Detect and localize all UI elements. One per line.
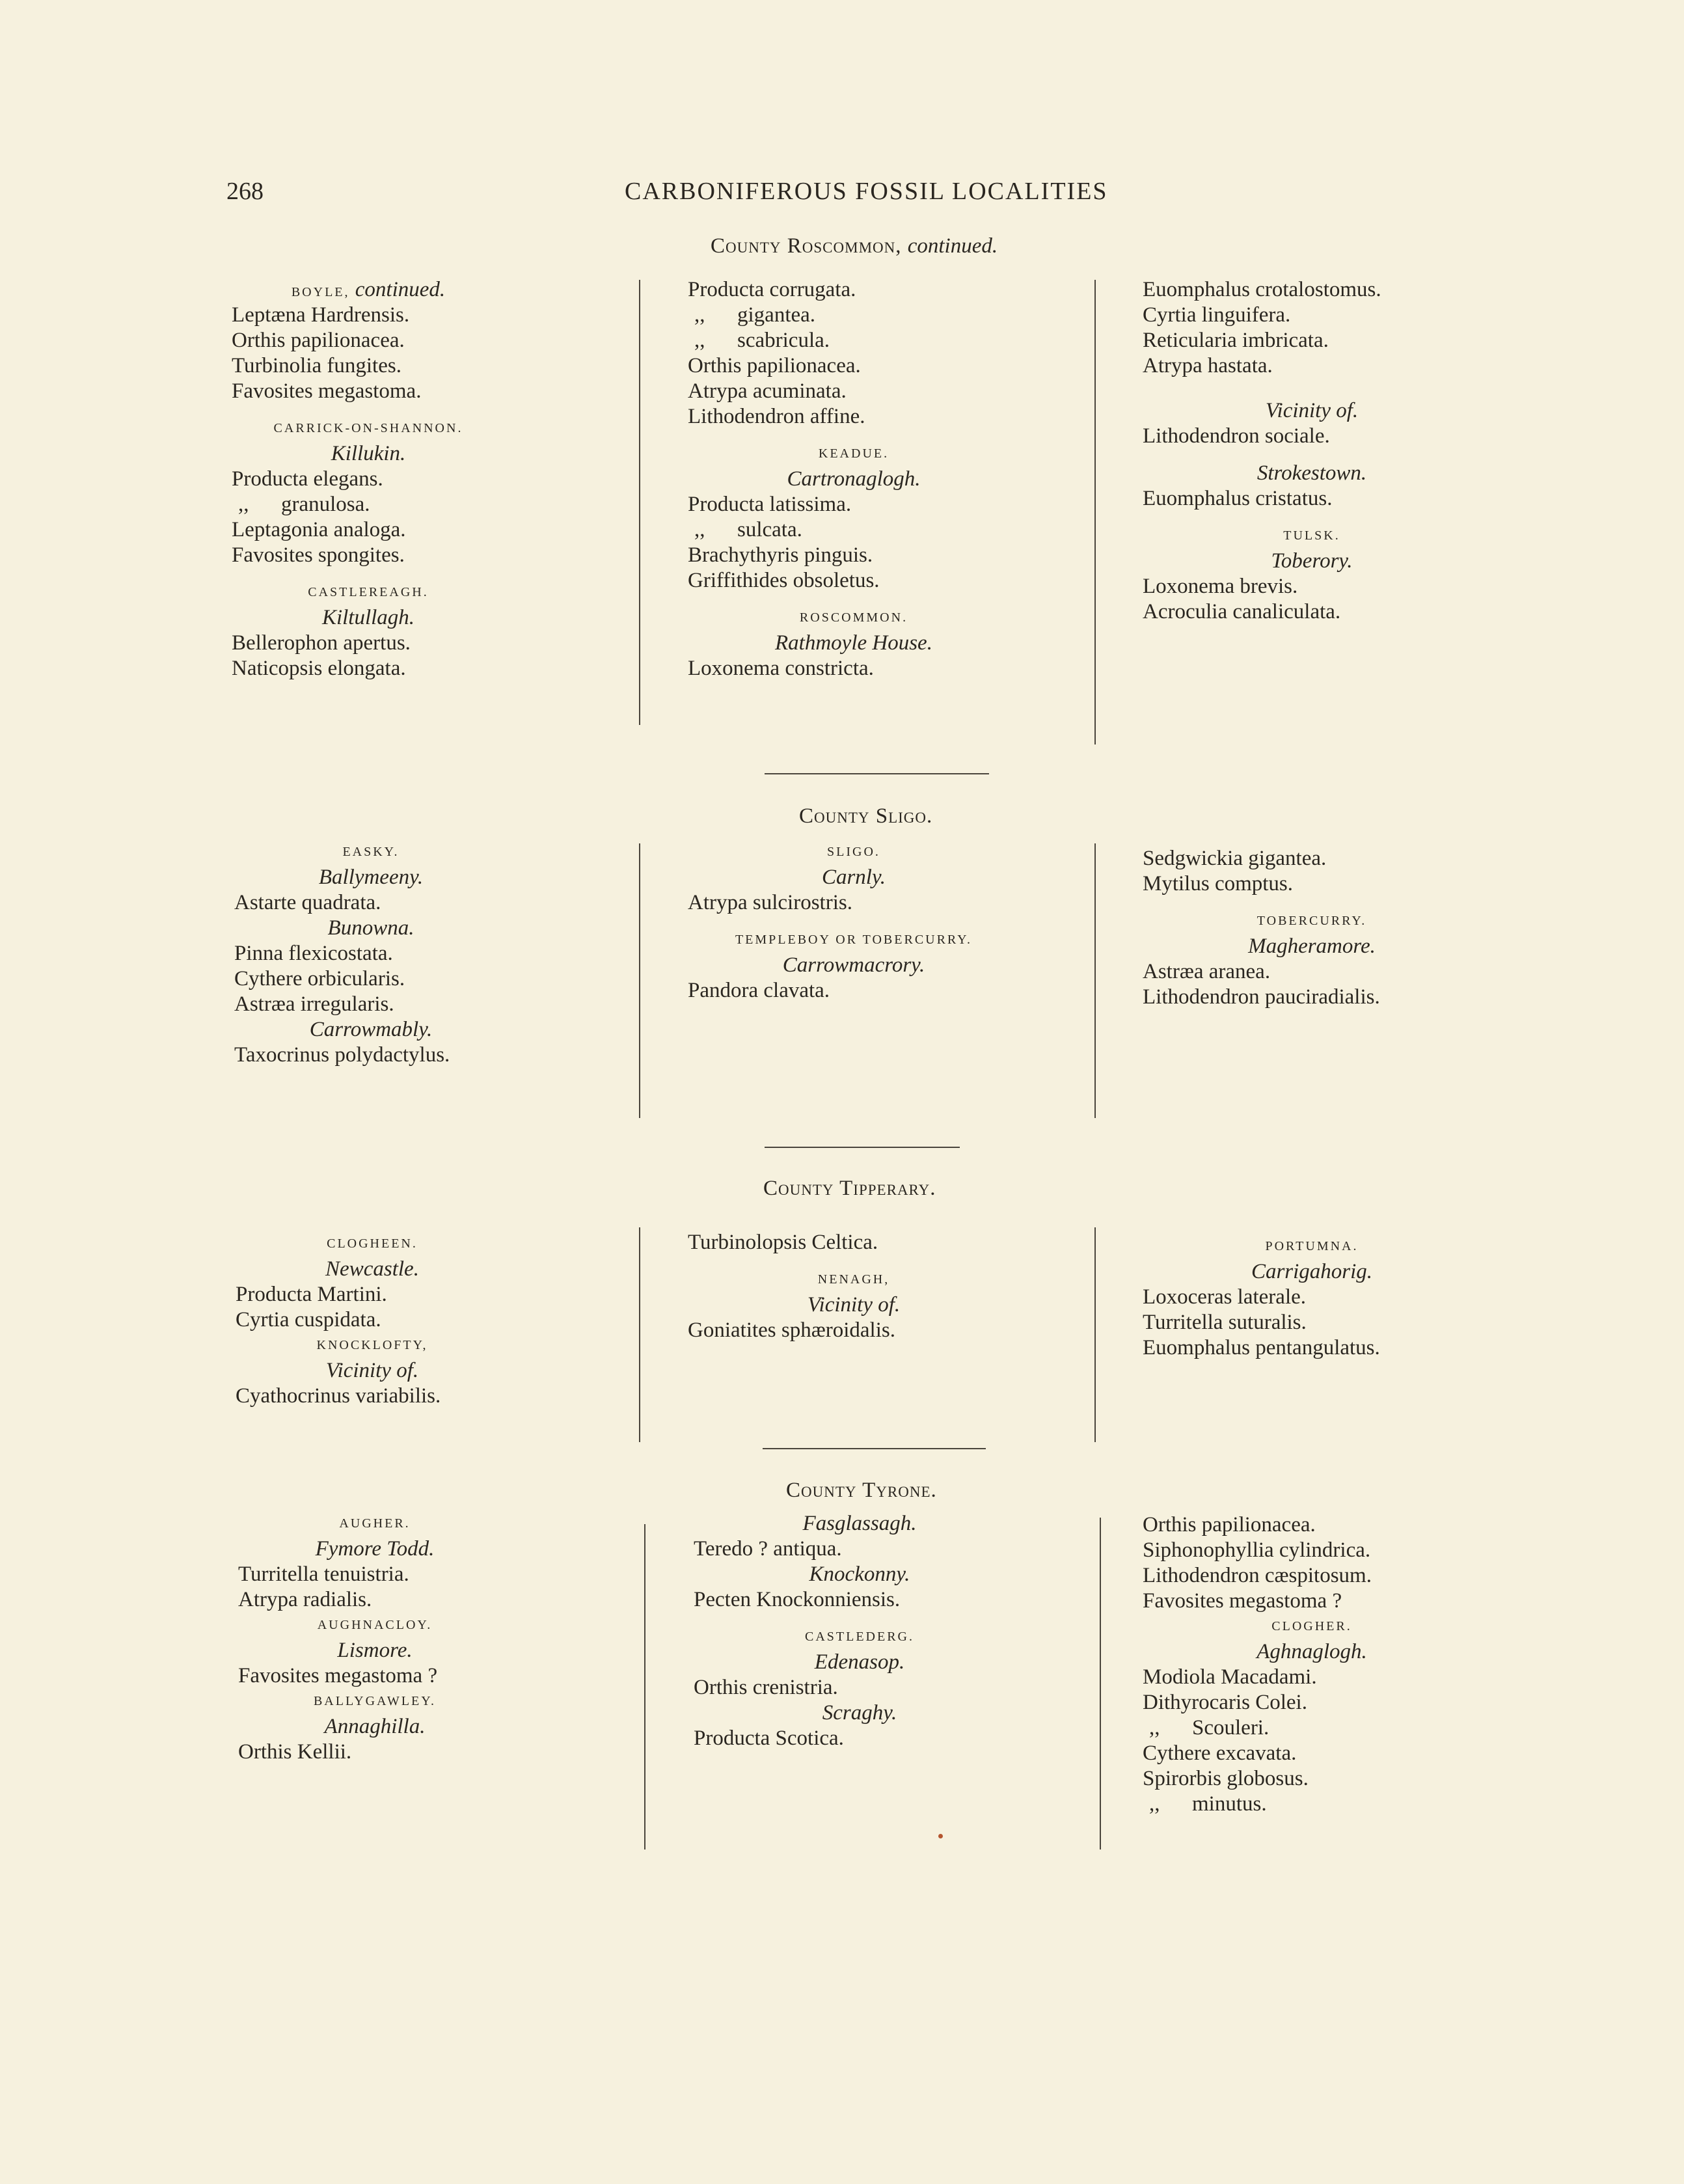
spacer bbox=[1143, 379, 1481, 398]
species-entry: Favosites megastoma ? bbox=[1143, 1589, 1342, 1613]
sublocality-name: Edenasop. bbox=[814, 1650, 905, 1674]
section-tyrone-column-1 bbox=[238, 1511, 511, 1765]
species-entry bbox=[232, 492, 505, 517]
spacer bbox=[688, 1255, 1020, 1267]
sublocality-name: Carnly. bbox=[821, 866, 886, 889]
species-entry bbox=[1143, 1792, 1481, 1817]
species-entry: Pecten Knockonniensis. bbox=[694, 1588, 901, 1611]
spacer bbox=[232, 404, 505, 416]
species-entry: Producta Martini. bbox=[236, 1283, 387, 1306]
species-entry: Favosites megastoma. bbox=[232, 379, 422, 403]
species-entry: Modiola Macadami. bbox=[1143, 1665, 1317, 1689]
sublocality-name: Carrigahorig. bbox=[1251, 1260, 1373, 1283]
species-name: minutus. bbox=[1192, 1792, 1267, 1816]
column-rule bbox=[1094, 280, 1096, 744]
species-entry: Cyathocrinus variabilis. bbox=[236, 1384, 441, 1408]
species-entry: Siphonophyllia cylindrica. bbox=[1143, 1538, 1371, 1562]
running-head: CARBONIFEROUS FOSSIL LOCALITIES bbox=[625, 178, 1108, 205]
section-roscommon-column-3 bbox=[1143, 277, 1481, 625]
species-entry: Atrypa acuminata. bbox=[688, 379, 847, 403]
species-entry: Orthis Kellii. bbox=[238, 1740, 352, 1764]
locality-heading bbox=[1143, 1234, 1481, 1259]
locality-name: AUGHER. bbox=[339, 1516, 411, 1531]
species-entry: Sedgwickia gigantea. bbox=[1143, 847, 1327, 870]
species-entry: Orthis crenistria. bbox=[694, 1676, 838, 1699]
species-entry: Lithodendron sociale. bbox=[1143, 424, 1330, 448]
column-rule bbox=[639, 1227, 640, 1442]
species-entry: Leptagonia analoga. bbox=[232, 518, 406, 541]
species-entry: Brachythyris pinguis. bbox=[688, 543, 873, 567]
locality-heading bbox=[238, 1613, 511, 1638]
species-entry: Cythere orbicularis. bbox=[234, 967, 405, 990]
species-entry: Astarte quadrata. bbox=[234, 891, 381, 914]
species-entry: Mytilus comptus. bbox=[1143, 872, 1294, 895]
section-tipperary-column-2 bbox=[688, 1230, 1020, 1343]
species-entry: Producta elegans. bbox=[232, 467, 383, 491]
species-entry: Bellerophon apertus. bbox=[232, 631, 411, 655]
species-entry: Pandora clavata. bbox=[688, 979, 830, 1002]
section-tyrone-column-2 bbox=[694, 1511, 1025, 1751]
locality-heading bbox=[688, 605, 1020, 631]
species-entry: Favosites megastoma ? bbox=[238, 1664, 438, 1687]
sublocality-name: Rathmoyle House. bbox=[775, 631, 932, 655]
locality-name: TEMPLEBOY OR TOBERCURRY. bbox=[735, 933, 973, 947]
species-entry: Euomphalus crotalostomus. bbox=[1143, 278, 1381, 301]
section-divider bbox=[765, 773, 989, 774]
locality-heading bbox=[238, 1689, 511, 1714]
locality-heading bbox=[694, 1624, 1025, 1650]
species-entry: Goniatites sphæroidalis. bbox=[688, 1318, 895, 1342]
sublocality-name: Magheramore. bbox=[1248, 935, 1376, 958]
sublocality-name: Fymore Todd. bbox=[315, 1537, 435, 1561]
locality-name: KNOCKLOFTY, bbox=[316, 1338, 428, 1352]
section-divider bbox=[765, 1147, 960, 1148]
sublocality-name: Scraghy. bbox=[822, 1701, 897, 1725]
section-roscommon-column-1 bbox=[232, 277, 505, 681]
species-name: Scouleri. bbox=[1192, 1716, 1270, 1740]
species-entry: Turritella suturalis. bbox=[1143, 1311, 1307, 1334]
ditto-mark: ,, bbox=[238, 493, 249, 516]
sublocality-name: Newcastle. bbox=[325, 1257, 419, 1281]
species-entry: Lithodendron cæspitosum. bbox=[1143, 1564, 1372, 1587]
column-rule bbox=[644, 1524, 645, 1850]
column-rule bbox=[1094, 843, 1096, 1118]
locality-heading bbox=[1143, 523, 1481, 549]
species-name: granulosa. bbox=[281, 493, 370, 516]
sublocality-name: Bunowna. bbox=[327, 916, 414, 940]
locality-heading bbox=[232, 277, 505, 303]
species-entry: Turbinolopsis Celtica. bbox=[688, 1231, 878, 1254]
ditto-mark: ,, bbox=[1149, 1792, 1160, 1816]
sublocality-name: Vicinity of. bbox=[1265, 399, 1359, 422]
county-heading-tipperary: County Tipperary. bbox=[763, 1177, 936, 1200]
species-entry: Teredo ? antiqua. bbox=[694, 1537, 842, 1561]
species-entry: Favosites spongites. bbox=[232, 543, 405, 567]
species-entry bbox=[1143, 1715, 1481, 1741]
species-entry: Griffithides obsoletus. bbox=[688, 569, 880, 592]
species-entry bbox=[688, 328, 1020, 353]
locality-heading bbox=[232, 416, 505, 441]
species-entry: Atrypa sulcirostris. bbox=[688, 891, 852, 914]
species-entry: Atrypa radialis. bbox=[238, 1588, 372, 1611]
sublocality-name: Killukin. bbox=[331, 442, 406, 465]
section-sligo-column-2 bbox=[688, 839, 1020, 1003]
species-entry: Loxonema constricta. bbox=[688, 657, 874, 680]
column-rule bbox=[639, 843, 640, 1118]
sublocality-name: Annaghilla. bbox=[324, 1715, 426, 1738]
sublocality-name: Vicinity of. bbox=[325, 1359, 419, 1382]
sublocality-name: Cartronaglogh. bbox=[787, 467, 921, 491]
ditto-mark: ,, bbox=[1149, 1716, 1160, 1740]
species-entry bbox=[688, 517, 1020, 543]
sublocality-name: Aghnaglogh. bbox=[1256, 1640, 1367, 1663]
locality-name: CARRICK-ON-SHANNON. bbox=[273, 421, 463, 435]
species-entry: Orthis papilionacea. bbox=[1143, 1513, 1316, 1536]
locality-heading bbox=[1143, 1614, 1481, 1639]
locality-name: BALLYGAWLEY. bbox=[313, 1694, 437, 1708]
species-entry: Producta latissima. bbox=[688, 493, 852, 516]
locality-heading bbox=[234, 839, 508, 865]
locality-heading bbox=[236, 1231, 509, 1257]
ink-speck bbox=[938, 1834, 943, 1838]
species-entry: Pinna flexicostata. bbox=[234, 942, 393, 965]
section-tipperary-column-1 bbox=[236, 1231, 509, 1409]
species-name: scabricula. bbox=[737, 329, 830, 352]
locality-heading bbox=[688, 839, 1020, 865]
section-roscommon-column-2 bbox=[688, 277, 1020, 681]
sublocality-name: Carrowmacrory. bbox=[782, 953, 925, 977]
species-entry: Dithyrocaris Colei. bbox=[1143, 1691, 1307, 1714]
locality-heading bbox=[232, 580, 505, 605]
locality-heading bbox=[238, 1511, 511, 1536]
species-entry: Spirorbis globosus. bbox=[1143, 1767, 1309, 1790]
species-entry: Cythere excavata. bbox=[1143, 1741, 1297, 1765]
species-entry: Naticopsis elongata. bbox=[232, 657, 406, 680]
species-name: sulcata. bbox=[737, 518, 802, 541]
species-entry: Reticularia imbricata. bbox=[1143, 329, 1329, 352]
sublocality-name: Lismore. bbox=[337, 1639, 413, 1662]
spacer bbox=[688, 916, 1020, 927]
species-name: gigantea. bbox=[737, 303, 816, 327]
sublocality-name: Kiltullagh. bbox=[321, 606, 415, 629]
species-entry: Orthis papilionacea. bbox=[688, 354, 861, 377]
section-sligo-column-1 bbox=[234, 839, 508, 1068]
locality-name: KEADUE. bbox=[818, 446, 890, 461]
locality-name: AUGHNACLOY. bbox=[317, 1618, 433, 1632]
species-entry: Cyrtia cuspidata. bbox=[236, 1308, 381, 1331]
species-entry: Acroculia canaliculata. bbox=[1143, 600, 1341, 623]
locality-name: PORTUMNA. bbox=[1265, 1239, 1359, 1253]
locality-name: CLOGHER. bbox=[1271, 1619, 1352, 1633]
spacer bbox=[688, 594, 1020, 605]
species-entry: Turritella tenuistria. bbox=[238, 1563, 409, 1586]
section-sligo-column-3 bbox=[1143, 846, 1481, 1010]
spacer bbox=[1143, 512, 1481, 523]
sublocality-name: Vicinity of. bbox=[807, 1293, 901, 1317]
spacer bbox=[1143, 449, 1481, 461]
species-entry: Orthis papilionacea. bbox=[232, 329, 405, 352]
locality-heading bbox=[688, 927, 1020, 953]
column-rule bbox=[1100, 1518, 1101, 1850]
locality-name: NENAGH, bbox=[817, 1272, 890, 1287]
continued-note: continued. bbox=[349, 278, 446, 301]
species-entry: Lithodendron pauciradialis. bbox=[1143, 985, 1380, 1009]
species-entry: Leptæna Hardrensis. bbox=[232, 303, 410, 327]
locality-heading bbox=[1143, 908, 1481, 934]
species-entry: Lithodendron affine. bbox=[688, 405, 865, 428]
locality-heading bbox=[236, 1333, 509, 1358]
locality-name: EASKY. bbox=[342, 845, 400, 859]
species-entry bbox=[688, 303, 1020, 328]
species-entry: Atrypa hastata. bbox=[1143, 354, 1273, 377]
species-entry: Producta corrugata. bbox=[688, 278, 856, 301]
spacer bbox=[694, 1613, 1025, 1624]
locality-name: TOBERCURRY. bbox=[1256, 914, 1367, 928]
locality-name: SLIGO. bbox=[827, 845, 880, 859]
county-heading-sligo: County Sligo. bbox=[799, 804, 933, 828]
locality-name: CASTLEDERG. bbox=[805, 1630, 914, 1644]
species-entry: Euomphalus cristatus. bbox=[1143, 487, 1333, 510]
page-number: 268 bbox=[226, 178, 264, 205]
species-entry: Turbinolia fungites. bbox=[232, 354, 401, 377]
sublocality-name: Knockonny. bbox=[809, 1563, 910, 1586]
column-rule bbox=[639, 280, 640, 725]
species-entry: Loxoceras laterale. bbox=[1143, 1285, 1307, 1309]
species-entry: Producta Scotica. bbox=[694, 1727, 844, 1750]
ditto-mark: ,, bbox=[694, 518, 705, 541]
sublocality-name: Strokestown. bbox=[1256, 461, 1367, 485]
species-entry: Cyrtia linguifera. bbox=[1143, 303, 1291, 327]
spacer bbox=[688, 430, 1020, 441]
locality-heading bbox=[688, 1267, 1020, 1292]
ditto-mark: ,, bbox=[694, 303, 705, 327]
spacer bbox=[232, 568, 505, 580]
locality-name: CASTLEREAGH. bbox=[308, 585, 429, 599]
species-entry: Taxocrinus polydactylus. bbox=[234, 1043, 450, 1067]
spacer bbox=[1143, 897, 1481, 908]
section-tipperary-column-3 bbox=[1143, 1234, 1481, 1361]
section-tyrone-column-3 bbox=[1143, 1512, 1481, 1817]
locality-name: BOYLE, bbox=[291, 285, 350, 299]
species-entry: Loxonema brevis. bbox=[1143, 575, 1298, 598]
locality-name: ROSCOMMON. bbox=[799, 610, 908, 625]
locality-name: CLOGHEEN. bbox=[327, 1236, 418, 1251]
county-heading-roscommon: County Roscommon, continued. bbox=[711, 234, 998, 258]
county-heading-tyrone: County Tyrone. bbox=[786, 1479, 937, 1502]
sublocality-name: Fasglassagh. bbox=[802, 1512, 917, 1535]
sublocality-name: Ballymeeny. bbox=[318, 866, 424, 889]
sublocality-name: Carrowmably. bbox=[309, 1018, 433, 1041]
section-divider bbox=[763, 1448, 986, 1449]
column-rule bbox=[1094, 1227, 1096, 1442]
species-entry: Euomphalus pentangulatus. bbox=[1143, 1336, 1380, 1359]
sublocality-name: Toberory. bbox=[1271, 549, 1353, 573]
locality-name: TULSK. bbox=[1283, 528, 1340, 543]
species-entry: Astræa irregularis. bbox=[234, 992, 394, 1016]
locality-heading bbox=[688, 441, 1020, 467]
ditto-mark: ,, bbox=[694, 329, 705, 352]
species-entry: Astræa aranea. bbox=[1143, 960, 1271, 983]
